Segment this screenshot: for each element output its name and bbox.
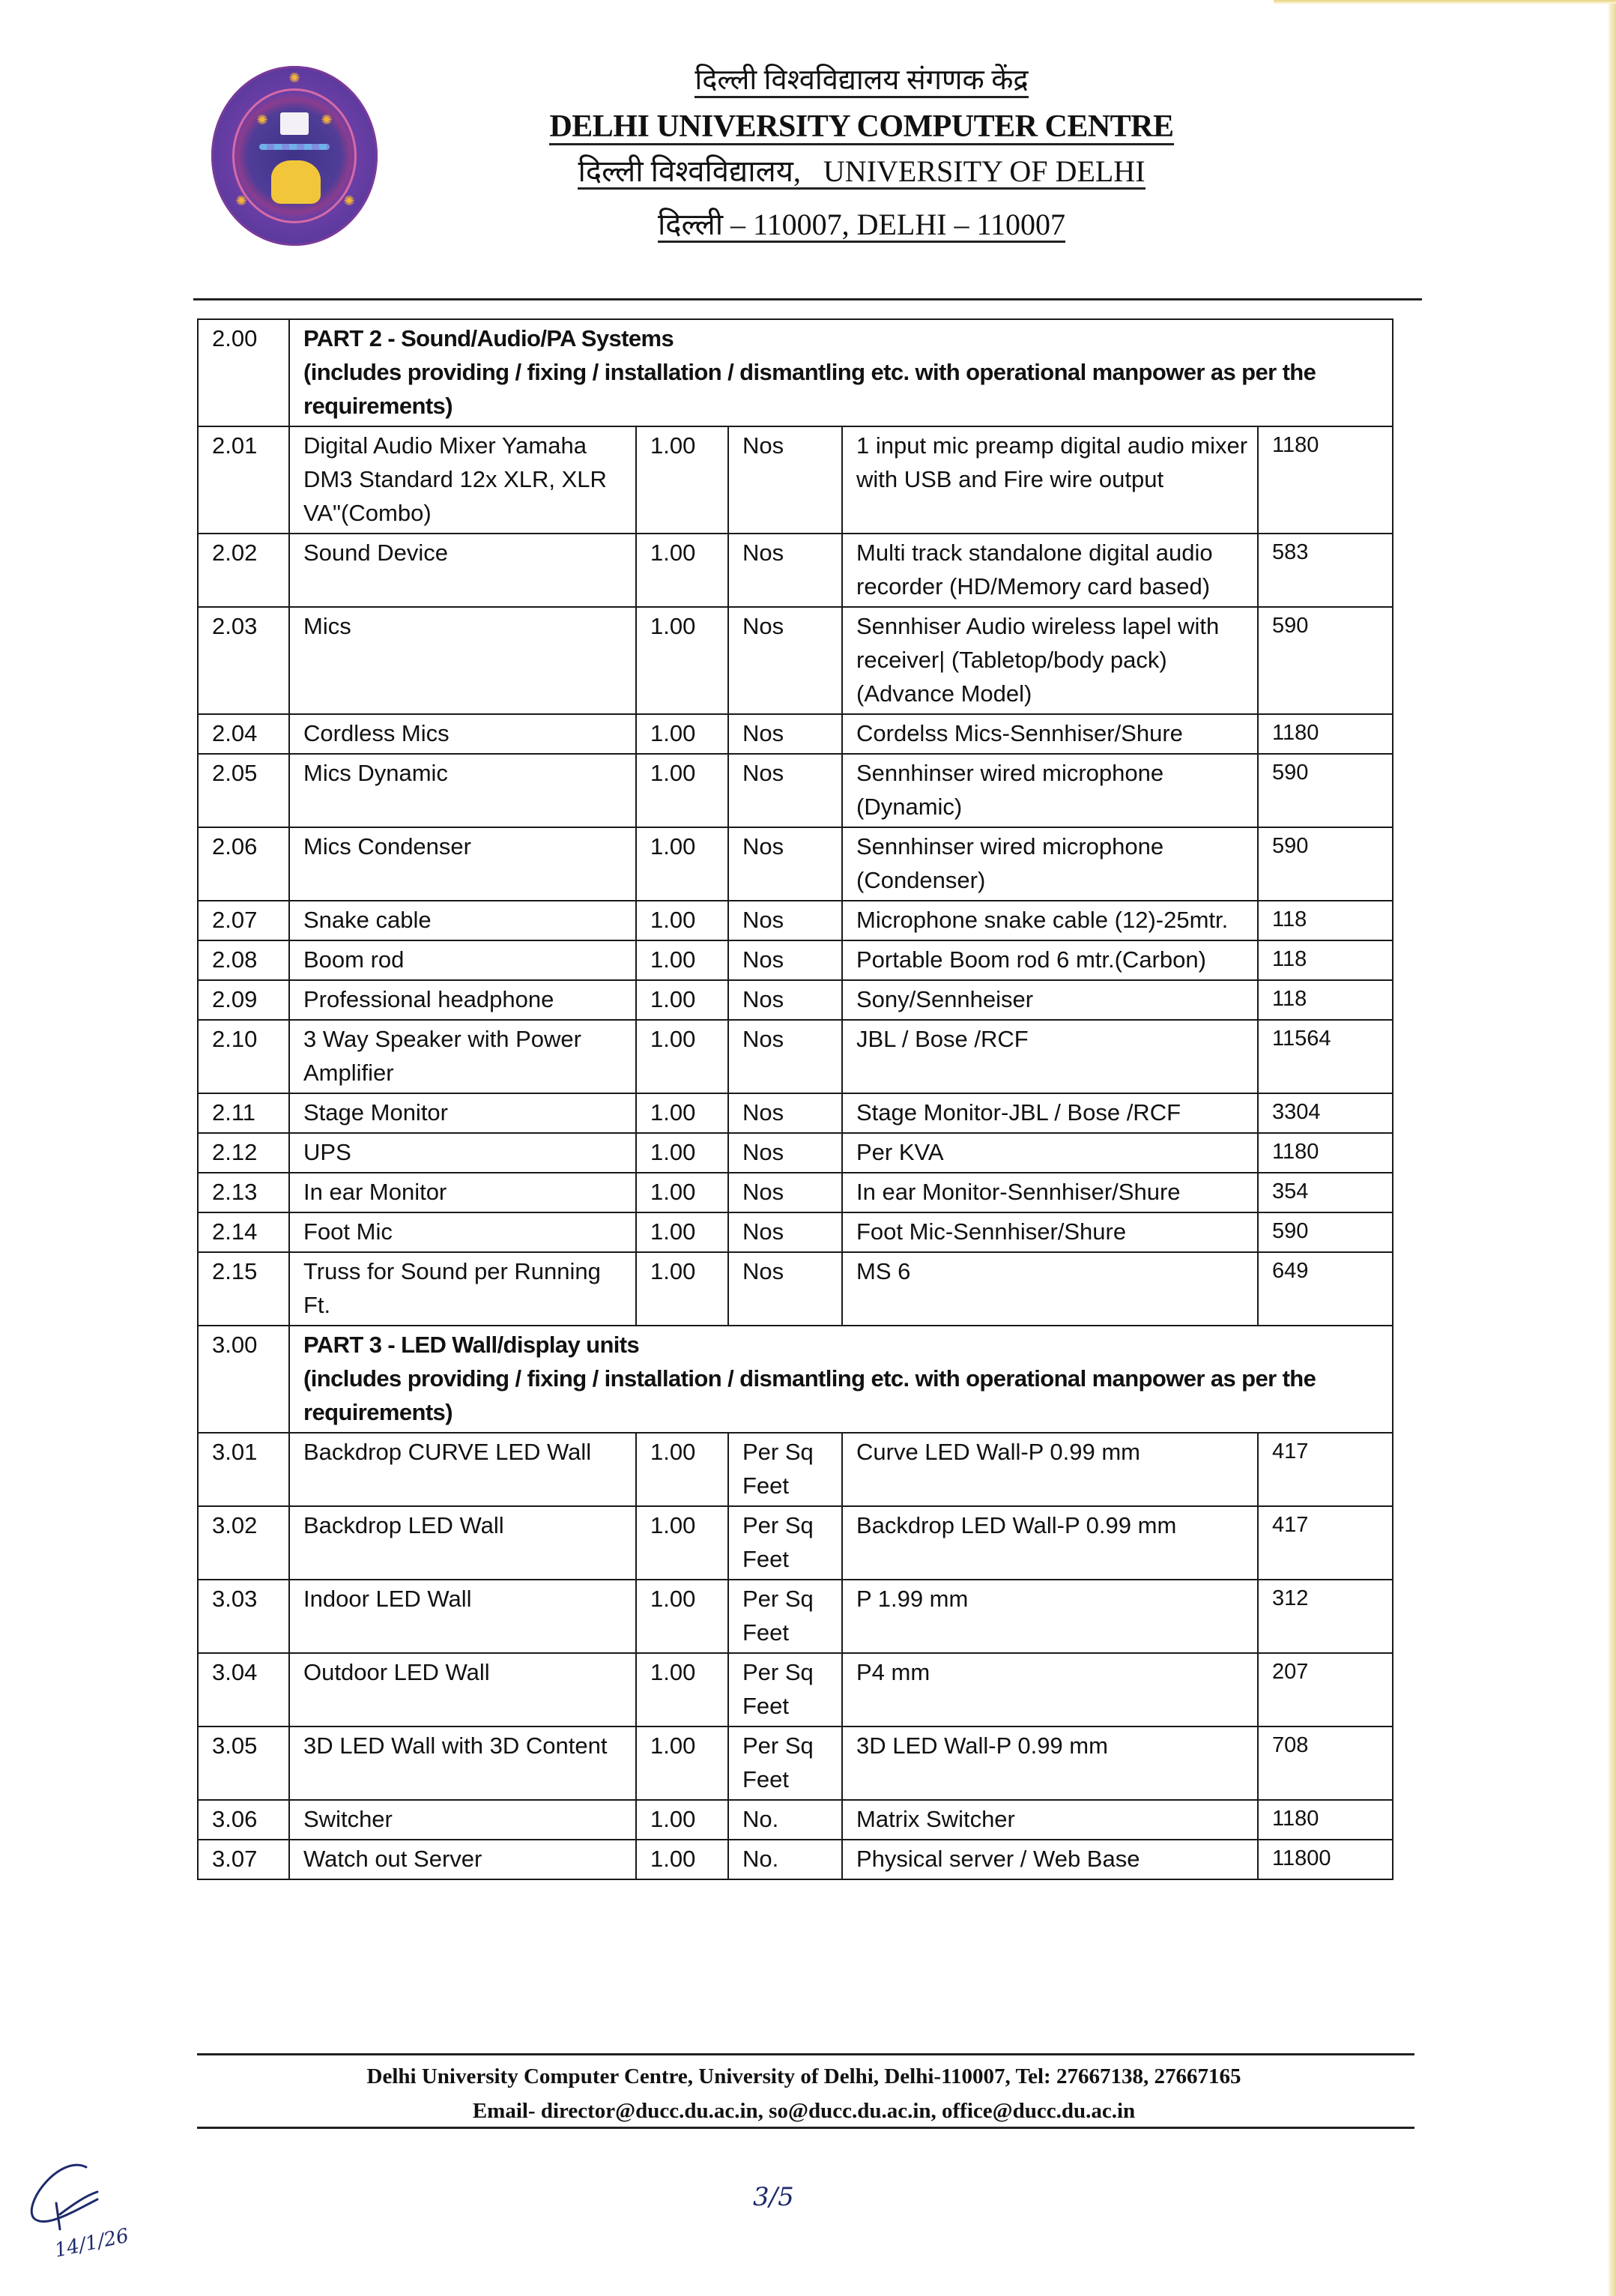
item-quantity: 1.00 <box>636 1093 728 1133</box>
header-hindi-title: दिल्ली विश्वविद्यालय संगणक केंद्र <box>694 66 1028 98</box>
item-unit: Nos <box>728 534 842 607</box>
item-number: 2.14 <box>198 1212 289 1252</box>
item-quantity: 1.00 <box>636 980 728 1020</box>
item-description: Mics <box>289 607 636 714</box>
page-edge-stain <box>1609 0 1616 2296</box>
page-edge-stain-top <box>1274 0 1616 4</box>
flower-star-icon: ✺ <box>321 112 333 127</box>
item-quantity: 1.00 <box>636 901 728 940</box>
item-unit: Nos <box>728 901 842 940</box>
header-pincode: दिल्ली – 110007, DELHI – 110007 <box>657 207 1066 241</box>
item-specification: Sennhinser wired microphone (Dynamic) <box>842 754 1258 827</box>
item-rate: 118 <box>1258 901 1393 940</box>
table-row <box>198 1133 1393 1173</box>
item-specification: JBL / Bose /RCF <box>842 1020 1258 1093</box>
item-rate: 583 <box>1258 534 1393 607</box>
footer-email: Email- director@ducc.du.ac.in, so@ducc.du.ac.in, office@ducc.du.ac.in <box>472 2099 1136 2123</box>
item-unit: No. <box>728 1840 842 1879</box>
item-rate: 207 <box>1258 1653 1393 1726</box>
item-description: Boom rod <box>289 940 636 980</box>
item-number: 2.07 <box>198 901 289 940</box>
item-specification: Curve LED Wall-P 0.99 mm <box>842 1433 1258 1506</box>
table-row <box>198 827 1393 901</box>
item-quantity: 1.00 <box>636 1020 728 1093</box>
item-quantity: 1.00 <box>636 714 728 754</box>
item-description: Sound Device <box>289 534 636 607</box>
item-description: Professional headphone <box>289 980 636 1020</box>
item-number: 2.02 <box>198 534 289 607</box>
section-note: (includes providing / fixing / installation / dismantling etc. with operational manpower as per the requirements) <box>303 359 1316 419</box>
item-quantity: 1.00 <box>636 1840 728 1879</box>
header-university: दिल्ली विश्वविद्यालय, UNIVERSITY OF DELHI <box>578 154 1146 188</box>
header-divider <box>193 298 1422 300</box>
item-number: 2.06 <box>198 827 289 901</box>
item-number: 2.12 <box>198 1133 289 1173</box>
river-wave-icon <box>259 144 330 150</box>
table-row <box>198 1506 1393 1580</box>
item-unit: Nos <box>728 1173 842 1212</box>
item-quantity: 1.00 <box>636 1433 728 1506</box>
item-number: 2.09 <box>198 980 289 1020</box>
item-description: Backdrop CURVE LED Wall <box>289 1433 636 1506</box>
section-title: PART 3 - LED Wall/display units <box>303 1332 640 1358</box>
item-description: Switcher <box>289 1800 636 1840</box>
item-quantity: 1.00 <box>636 1173 728 1212</box>
table-row <box>198 901 1393 940</box>
item-unit: Nos <box>728 940 842 980</box>
elephant-icon <box>271 160 321 204</box>
item-description: 3 Way Speaker with Power Amplifier <box>289 1020 636 1093</box>
section-title: PART 2 - Sound/Audio/PA Systems <box>303 325 674 351</box>
item-description: Mics Dynamic <box>289 754 636 827</box>
item-unit: Nos <box>728 714 842 754</box>
item-number: 2.03 <box>198 607 289 714</box>
item-rate: 590 <box>1258 607 1393 714</box>
table-row <box>198 1093 1393 1133</box>
item-rate: 312 <box>1258 1580 1393 1653</box>
flower-star-icon: ✺ <box>235 193 247 208</box>
item-number: 3.06 <box>198 1800 289 1840</box>
item-rate: 417 <box>1258 1506 1393 1580</box>
item-quantity: 1.00 <box>636 1800 728 1840</box>
table-row <box>198 534 1393 607</box>
item-number: 3.03 <box>198 1580 289 1653</box>
page-number: 3/5 <box>753 2182 794 2212</box>
item-unit: No. <box>728 1800 842 1840</box>
item-quantity: 1.00 <box>636 827 728 901</box>
table-row <box>198 1726 1393 1800</box>
item-rate: 354 <box>1258 1173 1393 1212</box>
rate-table-body <box>198 319 1393 1879</box>
item-specification: Physical server / Web Base <box>842 1840 1258 1879</box>
footer <box>197 2059 1411 2128</box>
item-unit: Nos <box>728 426 842 534</box>
item-quantity: 1.00 <box>636 426 728 534</box>
table-row <box>198 1433 1393 1506</box>
item-number: 3.01 <box>198 1433 289 1506</box>
item-rate: 1180 <box>1258 426 1393 534</box>
item-rate: 1180 <box>1258 714 1393 754</box>
flower-star-icon: ✺ <box>256 112 268 127</box>
flower-star-icon: ✺ <box>288 70 300 85</box>
item-number: 3.05 <box>198 1726 289 1800</box>
item-unit: Per Sq Feet <box>728 1580 842 1653</box>
item-description: Outdoor LED Wall <box>289 1653 636 1726</box>
signature-date: 14/1/26 <box>52 2224 131 2262</box>
section-note: (includes providing / fixing / installation / dismantling etc. with operational manpower as per the requirements) <box>303 1365 1316 1425</box>
item-rate: 649 <box>1258 1252 1393 1326</box>
item-number: 2.15 <box>198 1252 289 1326</box>
table-row <box>198 940 1393 980</box>
table-row <box>198 1840 1393 1879</box>
item-unit: Nos <box>728 980 842 1020</box>
item-description: Stage Monitor <box>289 1093 636 1133</box>
item-description: Indoor LED Wall <box>289 1580 636 1653</box>
item-specification: P4 mm <box>842 1653 1258 1726</box>
item-unit: Per Sq Feet <box>728 1506 842 1580</box>
table-row <box>198 426 1393 534</box>
item-number: 2.05 <box>198 754 289 827</box>
item-number: 3.02 <box>198 1506 289 1580</box>
table-row <box>198 980 1393 1020</box>
item-unit: Per Sq Feet <box>728 1433 842 1506</box>
item-rate: 590 <box>1258 1212 1393 1252</box>
item-rate: 417 <box>1258 1433 1393 1506</box>
item-quantity: 1.00 <box>636 1252 728 1326</box>
item-description: Mics Condenser <box>289 827 636 901</box>
item-unit: Nos <box>728 754 842 827</box>
item-description: Digital Audio Mixer Yamaha DM3 Standard 12x XLR, XLR VA"(Combo) <box>289 426 636 534</box>
item-unit: Nos <box>728 827 842 901</box>
item-quantity: 1.00 <box>636 1133 728 1173</box>
item-rate: 590 <box>1258 827 1393 901</box>
rate-table <box>197 318 1393 1880</box>
item-unit: Nos <box>728 1020 842 1093</box>
item-specification: Microphone snake cable (12)-25mtr. <box>842 901 1258 940</box>
item-specification: Foot Mic-Sennhiser/Shure <box>842 1212 1258 1252</box>
item-specification: Cordelss Mics-Sennhiser/Shure <box>842 714 1258 754</box>
item-rate: 1180 <box>1258 1800 1393 1840</box>
item-unit: Nos <box>728 1093 842 1133</box>
item-number: 3.04 <box>198 1653 289 1726</box>
item-quantity: 1.00 <box>636 1580 728 1653</box>
item-specification: Sennhiser Audio wireless lapel with receiver| (Tabletop/body pack) (Advance Model) <box>842 607 1258 714</box>
item-rate: 1180 <box>1258 1133 1393 1173</box>
section-header-row <box>198 1326 1393 1433</box>
item-rate: 708 <box>1258 1726 1393 1800</box>
section-header-row <box>198 319 1393 426</box>
item-specification: In ear Monitor-Sennhiser/Shure <box>842 1173 1258 1212</box>
item-specification: Sennhinser wired microphone (Condenser) <box>842 827 1258 901</box>
item-description: 3D LED Wall with 3D Content <box>289 1726 636 1800</box>
item-specification: Sony/Sennheiser <box>842 980 1258 1020</box>
table-row <box>198 1252 1393 1326</box>
footer-bottom-divider <box>197 2127 1414 2129</box>
table-row <box>198 1653 1393 1726</box>
item-rate: 590 <box>1258 754 1393 827</box>
item-specification: Backdrop LED Wall-P 0.99 mm <box>842 1506 1258 1580</box>
item-specification: P 1.99 mm <box>842 1580 1258 1653</box>
item-description: In ear Monitor <box>289 1173 636 1212</box>
table-row <box>198 1212 1393 1252</box>
table-row <box>198 1800 1393 1840</box>
item-rate: 118 <box>1258 980 1393 1020</box>
table-row <box>198 714 1393 754</box>
item-number: 2.04 <box>198 714 289 754</box>
item-quantity: 1.00 <box>636 1506 728 1580</box>
item-number: 2.10 <box>198 1020 289 1093</box>
section-heading <box>289 319 1393 426</box>
item-number: 2.11 <box>198 1093 289 1133</box>
item-description: Cordless Mics <box>289 714 636 754</box>
table-row <box>198 754 1393 827</box>
item-unit: Per Sq Feet <box>728 1726 842 1800</box>
item-description: Watch out Server <box>289 1840 636 1879</box>
item-description: Truss for Sound per Running Ft. <box>289 1252 636 1326</box>
item-unit: Nos <box>728 607 842 714</box>
section-number: 3.00 <box>198 1326 289 1433</box>
footer-address: Delhi University Computer Centre, University of Delhi, Delhi-110007, Tel: 27667138, 27667165 <box>366 2064 1241 2088</box>
item-specification: Per KVA <box>842 1133 1258 1173</box>
table-row <box>198 607 1393 714</box>
item-specification: Matrix Switcher <box>842 1800 1258 1840</box>
signature-icon <box>15 2158 187 2263</box>
item-description: Foot Mic <box>289 1212 636 1252</box>
header-english-title: DELHI UNIVERSITY COMPUTER CENTRE <box>549 110 1173 145</box>
item-specification: Portable Boom rod 6 mtr.(Carbon) <box>842 940 1258 980</box>
item-quantity: 1.00 <box>636 940 728 980</box>
section-heading <box>289 1326 1393 1433</box>
item-specification: Multi track standalone digital audio recorder (HD/Memory card based) <box>842 534 1258 607</box>
item-number: 2.01 <box>198 426 289 534</box>
item-quantity: 1.00 <box>636 534 728 607</box>
table-row <box>198 1580 1393 1653</box>
item-number: 3.07 <box>198 1840 289 1879</box>
item-quantity: 1.00 <box>636 1653 728 1726</box>
item-specification: MS 6 <box>842 1252 1258 1326</box>
item-rate: 11564 <box>1258 1020 1393 1093</box>
item-quantity: 1.00 <box>636 1726 728 1800</box>
item-quantity: 1.00 <box>636 607 728 714</box>
table-row <box>198 1173 1393 1212</box>
flower-star-icon: ✺ <box>343 193 355 208</box>
item-description: UPS <box>289 1133 636 1173</box>
letterhead <box>524 66 1199 243</box>
item-rate: 118 <box>1258 940 1393 980</box>
table-row <box>198 1020 1393 1093</box>
item-quantity: 1.00 <box>636 754 728 827</box>
item-rate: 3304 <box>1258 1093 1393 1133</box>
item-specification: Stage Monitor-JBL / Bose /RCF <box>842 1093 1258 1133</box>
footer-top-divider <box>197 2053 1414 2055</box>
item-specification: 1 input mic preamp digital audio mixer with USB and Fire wire output <box>842 426 1258 534</box>
university-emblem-logo <box>211 66 378 246</box>
section-number: 2.00 <box>198 319 289 426</box>
item-description: Backdrop LED Wall <box>289 1506 636 1580</box>
item-unit: Per Sq Feet <box>728 1653 842 1726</box>
item-number: 2.08 <box>198 940 289 980</box>
item-description: Snake cable <box>289 901 636 940</box>
item-unit: Nos <box>728 1133 842 1173</box>
item-number: 2.13 <box>198 1173 289 1212</box>
book-icon <box>280 112 309 135</box>
item-quantity: 1.00 <box>636 1212 728 1252</box>
item-unit: Nos <box>728 1252 842 1326</box>
item-specification: 3D LED Wall-P 0.99 mm <box>842 1726 1258 1800</box>
item-rate: 11800 <box>1258 1840 1393 1879</box>
item-unit: Nos <box>728 1212 842 1252</box>
